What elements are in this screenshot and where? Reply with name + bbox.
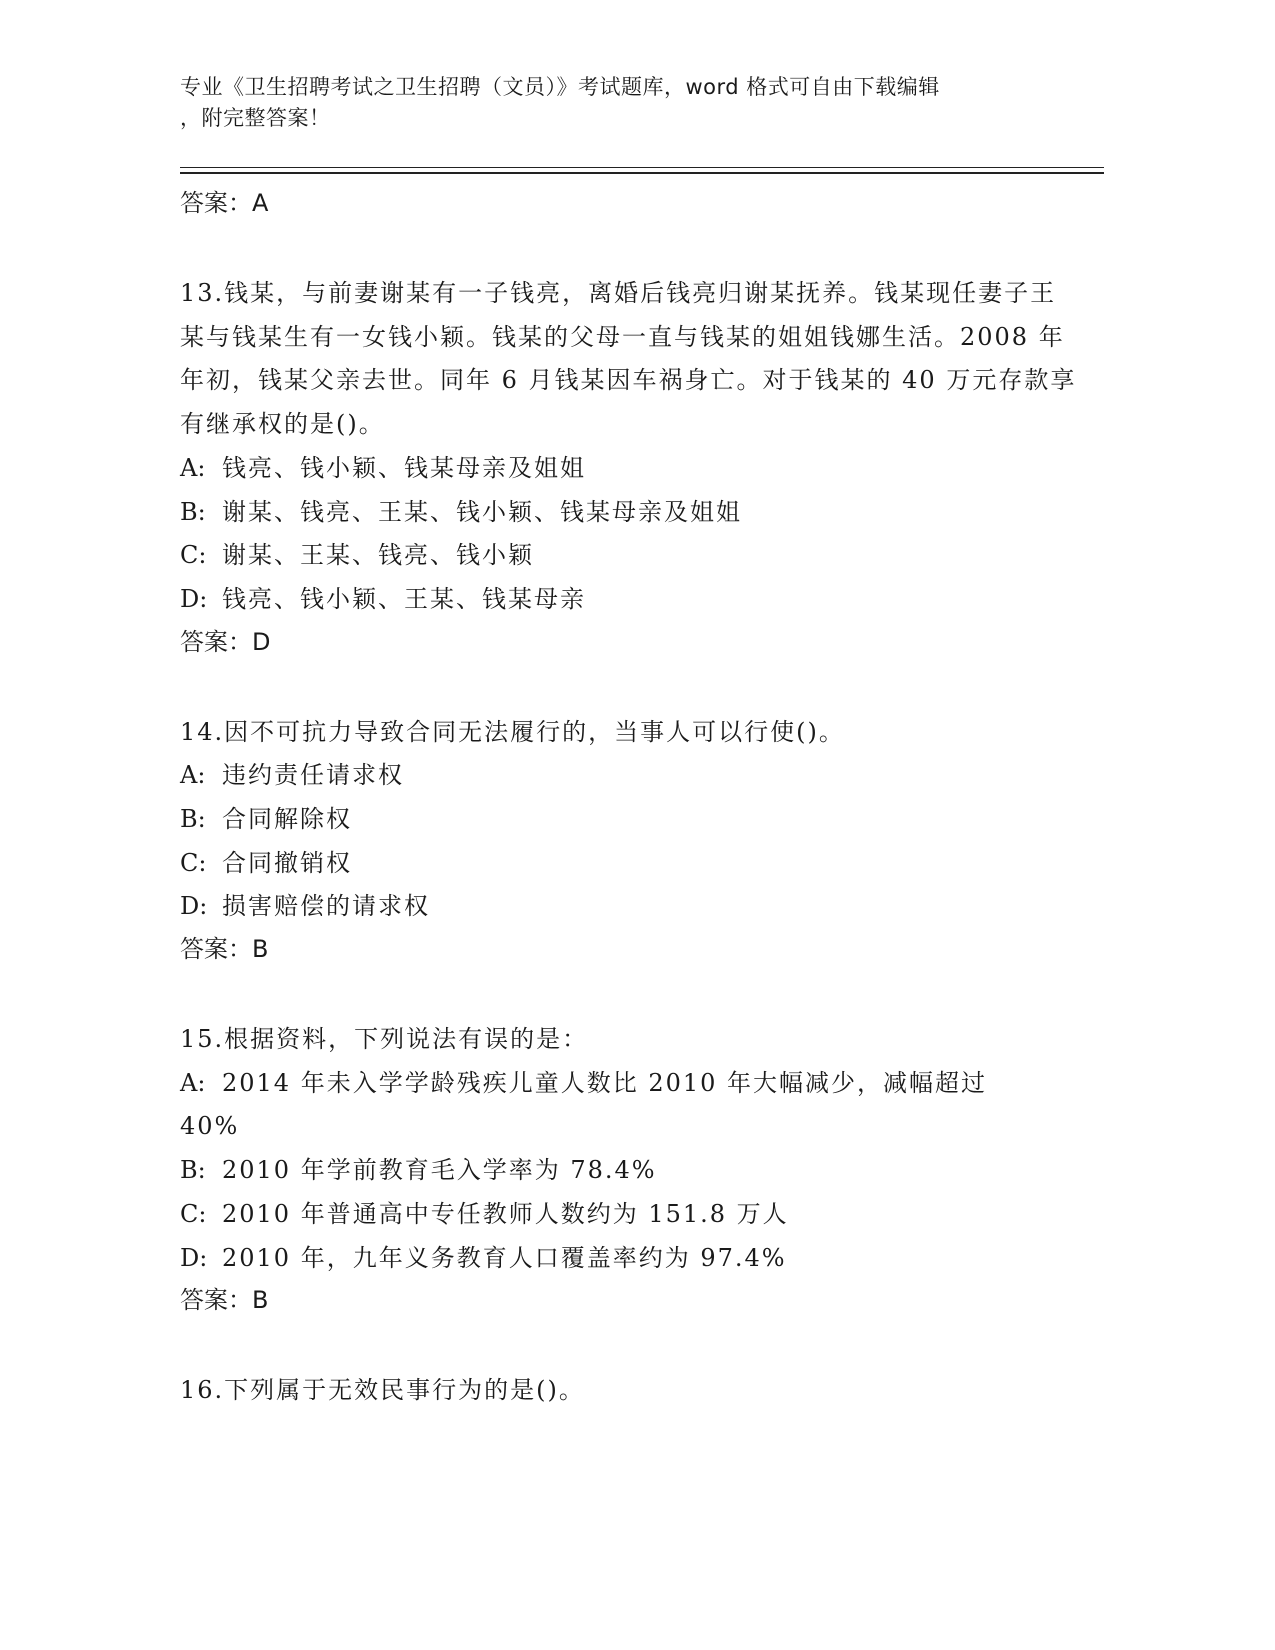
question-15-answer: 答案：B (180, 1286, 269, 1315)
spacer (180, 969, 1080, 1018)
option-text: 钱亮、钱小颖、王某、钱某母亲 (222, 584, 586, 613)
option-key: A: (180, 1068, 206, 1097)
spacer (180, 1320, 1080, 1369)
option-key: D: (180, 584, 208, 613)
option-key: C: (180, 848, 207, 877)
answer-previous: 答案：A (180, 189, 269, 217)
question-14-option-a (180, 754, 1080, 798)
question-15-option-a (180, 1062, 1080, 1149)
question-15-text: 15.根据资料，下列说法有误的是： (180, 1025, 589, 1054)
option-key: B: (180, 497, 206, 526)
question-15 (180, 1018, 1080, 1320)
question-13-option-b (180, 491, 1080, 535)
question-13-option-c (180, 534, 1080, 578)
spacer (180, 662, 1080, 711)
question-15-option-d (180, 1237, 1080, 1281)
question-14-option-b (180, 798, 1080, 842)
question-13-answer: 答案：D (180, 627, 271, 656)
option-key: D: (180, 892, 208, 921)
spacer (180, 223, 1080, 272)
header-rule-thick (180, 172, 1104, 174)
question-14-option-d (180, 885, 1080, 929)
header-line-2: ，附完整答案！ (180, 106, 331, 130)
option-text: 违约责任请求权 (222, 761, 404, 790)
option-text: 2010 年普通高中专任教师人数约为 151.8 万人 (222, 1199, 789, 1228)
option-text: 损害赔偿的请求权 (222, 892, 430, 921)
option-text: 合同撤销权 (222, 848, 352, 877)
question-15-option-c (180, 1193, 1080, 1237)
question-13-option-d (180, 578, 1080, 622)
option-text: 合同解除权 (222, 804, 352, 833)
option-text: 2014 年未入学学龄残疾儿童人数比 2010 年大幅减少，减幅超过 (222, 1068, 988, 1097)
option-text: 2010 年，九年义务教育人口覆盖率约为 97.4% (222, 1243, 787, 1272)
question-15-option-b (180, 1149, 1080, 1193)
question-14-option-c (180, 842, 1080, 886)
header-rule-thin (180, 167, 1104, 168)
question-14 (180, 711, 1080, 969)
option-key: D: (180, 1243, 208, 1272)
document-header (180, 72, 1060, 134)
option-key: B: (180, 804, 206, 833)
option-text: 钱亮、钱小颖、钱某母亲及姐姐 (222, 453, 586, 482)
option-key: B: (180, 1156, 206, 1185)
option-text-continued: 40% (180, 1112, 240, 1141)
question-14-answer: 答案：B (180, 935, 269, 964)
option-key: C: (180, 541, 207, 570)
option-key: C: (180, 1199, 207, 1228)
question-16 (180, 1369, 1080, 1413)
option-key: A: (180, 453, 206, 482)
option-text: 2010 年学前教育毛入学率为 78.4% (222, 1156, 657, 1185)
option-text: 谢某、王某、钱亮、钱小颖 (222, 541, 534, 570)
question-13-option-a (180, 447, 1080, 491)
question-13 (180, 272, 1080, 662)
option-text: 谢某、钱亮、王某、钱小颖、钱某母亲及姐姐 (222, 497, 742, 526)
question-13-text: 13.钱某，与前妻谢某有一子钱亮，离婚后钱亮归谢某抚养。钱某现任妻子王某与钱某生有一女钱小颖。钱某的父母一直与钱某的姐姐钱娜生活。2008 年年初，钱某父亲去世。同年 6 月钱某因车祸身亡。对于钱某的 40 万元存款享有继承权的是()。 (180, 279, 1077, 439)
option-key: A: (180, 761, 206, 790)
question-16-text: 16.下列属于无效民事行为的是()。 (180, 1376, 585, 1405)
question-14-text: 14.因不可抗力导致合同无法履行的，当事人可以行使()。 (180, 717, 845, 746)
question-list (180, 183, 1080, 1413)
header-line-1: 专业《卫生招聘考试之卫生招聘（文员）》考试题库，word 格式可自由下载编辑 (180, 75, 940, 99)
